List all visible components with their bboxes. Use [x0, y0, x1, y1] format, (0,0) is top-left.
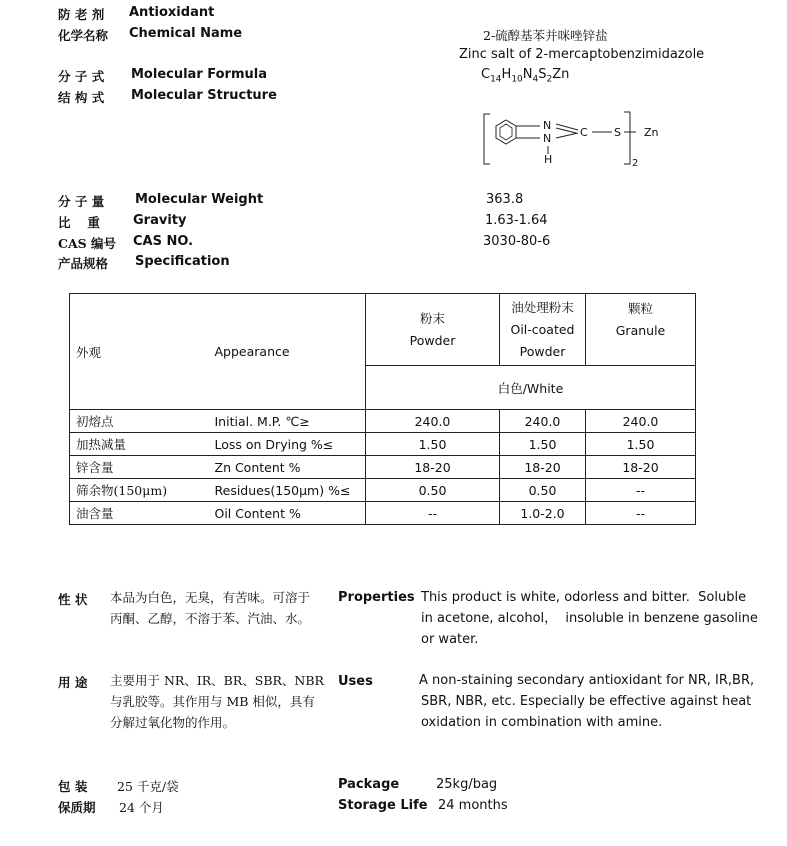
uses-label-en: Uses: [338, 674, 373, 689]
label-specification-cn: 产品规格: [58, 256, 109, 271]
molecular-structure-diagram: [480, 108, 680, 170]
molecular-weight-value: 363.8: [486, 192, 524, 207]
properties-label-en: Properties: [338, 590, 415, 605]
appearance-color-value: 白色/White: [366, 366, 696, 410]
table-row: [70, 479, 696, 502]
row-label-cn: 初熔点: [70, 410, 209, 433]
gravity-value: 1.63-1.64: [485, 213, 548, 228]
structure-subscript: 2: [632, 158, 639, 169]
label-molecular-weight-en: Molecular Weight: [135, 192, 264, 207]
cell-oil-coated: 1.50: [500, 433, 586, 456]
row-label-en: Zn Content %: [209, 456, 366, 479]
row-label-en: Residues(150μm) %≤: [209, 479, 366, 502]
uses-text-en: A non-staining secondary antioxidant for NR, IR,BR, SBR, NBR, etc. Especially be effective against heat oxidation in combination with amine.: [419, 673, 755, 730]
chemical-name-en: Zinc salt of 2-mercaptobenzimidazole: [459, 47, 705, 62]
cell-granule: 18-20: [586, 456, 696, 479]
specification-table: [69, 293, 696, 525]
label-chemical-name-en: Chemical Name: [129, 26, 243, 41]
column-powder-en: Powder: [409, 332, 456, 348]
label-antioxidant-en: Antioxidant: [129, 5, 215, 20]
uses-label-cn: 用 途: [58, 675, 88, 690]
package-label-cn: 包 装: [58, 779, 88, 794]
row-label-cn: 筛余物(150μm): [70, 479, 209, 502]
structure-s: S: [614, 126, 621, 139]
structure-h: H: [544, 153, 553, 166]
column-header-granule: [586, 294, 696, 366]
cell-powder: 18-20: [366, 456, 500, 479]
label-chemical-name-cn: 化学名称: [58, 28, 109, 43]
row-label-en: Loss on Drying %≤: [209, 433, 366, 456]
label-molecular-weight-cn: 分 子 量: [58, 194, 105, 209]
column-powder-cn: 粉末: [419, 310, 445, 326]
uses-text-cn: 主要用于 NR、IR、BR、SBR、NBR 与乳胶等。其作用与 MB 相似，具有 分解过氧化物的作用。: [110, 673, 324, 730]
label-molecular-structure-cn: 结 构 式: [58, 90, 105, 105]
package-value-cn: 25 千克/袋: [117, 779, 179, 794]
cell-powder: 0.50: [366, 479, 500, 502]
row-label-cn: 锌含量: [70, 456, 209, 479]
package-label-en: Package: [338, 777, 400, 792]
label-specification-en: Specification: [135, 254, 230, 269]
label-molecular-structure-en: Molecular Structure: [131, 88, 277, 103]
chemical-name-cn: 2-硫醇基苯并咪唑锌盐: [483, 28, 608, 43]
table-row: [70, 410, 696, 433]
label-molecular-formula-cn: 分 子 式: [58, 69, 105, 84]
table-row: [70, 433, 696, 456]
label-gravity-en: Gravity: [133, 213, 187, 228]
shelf-life-value-cn: 24 个月: [119, 800, 164, 815]
shelf-life-label-cn: 保质期: [58, 800, 96, 815]
column-header-oil-coated: [500, 294, 586, 366]
package-value-en: 25kg/bag: [436, 777, 498, 792]
cell-granule: 240.0: [586, 410, 696, 433]
cell-oil-coated: 1.0-2.0: [500, 502, 586, 525]
properties-text-en: This product is white, odorless and bitter. Soluble in acetone, alcohol， insoluble in benzene gasoline or water.: [421, 590, 758, 647]
structure-n-top: N: [543, 119, 552, 132]
appearance-label-en: Appearance: [209, 294, 366, 410]
column-oil-coated-en2: Powder: [519, 343, 566, 359]
column-granule-cn: 颗粒: [627, 301, 653, 316]
cell-granule: --: [586, 502, 696, 525]
row-label-cn: 油含量: [70, 502, 209, 525]
properties-label-cn: 性 状: [58, 592, 88, 607]
cell-powder: --: [366, 502, 500, 525]
row-label-cn: 加热减量: [70, 433, 209, 456]
cell-powder: 1.50: [366, 433, 500, 456]
structure-c: C: [580, 126, 588, 139]
cell-oil-coated: 0.50: [500, 479, 586, 502]
column-header-powder: [366, 294, 500, 366]
table-row: [70, 456, 696, 479]
label-gravity-cn: 比 重: [58, 215, 100, 230]
column-granule-en: Granule: [615, 323, 666, 338]
label-antioxidant-cn: 防 老 剂: [58, 7, 105, 22]
structure-n-mid: N: [543, 132, 552, 145]
table-row: [70, 502, 696, 525]
cell-oil-coated: 18-20: [500, 456, 586, 479]
label-cas-cn: CAS 编号: [58, 236, 117, 251]
row-label-en: Initial. M.P. ℃≥: [209, 410, 366, 433]
shelf-life-value-en: 24 months: [438, 798, 508, 813]
cell-granule: --: [586, 479, 696, 502]
column-oil-coated-en: Oil-coated: [510, 321, 575, 337]
appearance-label-cn: 外观: [70, 294, 209, 410]
cell-powder: 240.0: [366, 410, 500, 433]
cell-granule: 1.50: [586, 433, 696, 456]
molecular-formula: $C_{14}H_{10}N_4S_2Zn$: [481, 67, 570, 85]
label-molecular-formula-en: Molecular Formula: [131, 67, 267, 82]
cell-oil-coated: 240.0: [500, 410, 586, 433]
row-label-en: Oil Content %: [209, 502, 366, 525]
label-cas-en: CAS NO.: [133, 234, 194, 249]
structure-zn: Zn: [644, 126, 659, 139]
column-oil-coated-cn: 油处理粉末: [511, 299, 574, 315]
shelf-life-label-en: Storage Life: [338, 798, 428, 813]
cas-value: 3030-80-6: [483, 234, 551, 249]
properties-text-cn: 本品为白色，无臭，有苦味。可溶于 丙酮、乙醇，不溶于苯、汽油、水。: [110, 590, 311, 626]
